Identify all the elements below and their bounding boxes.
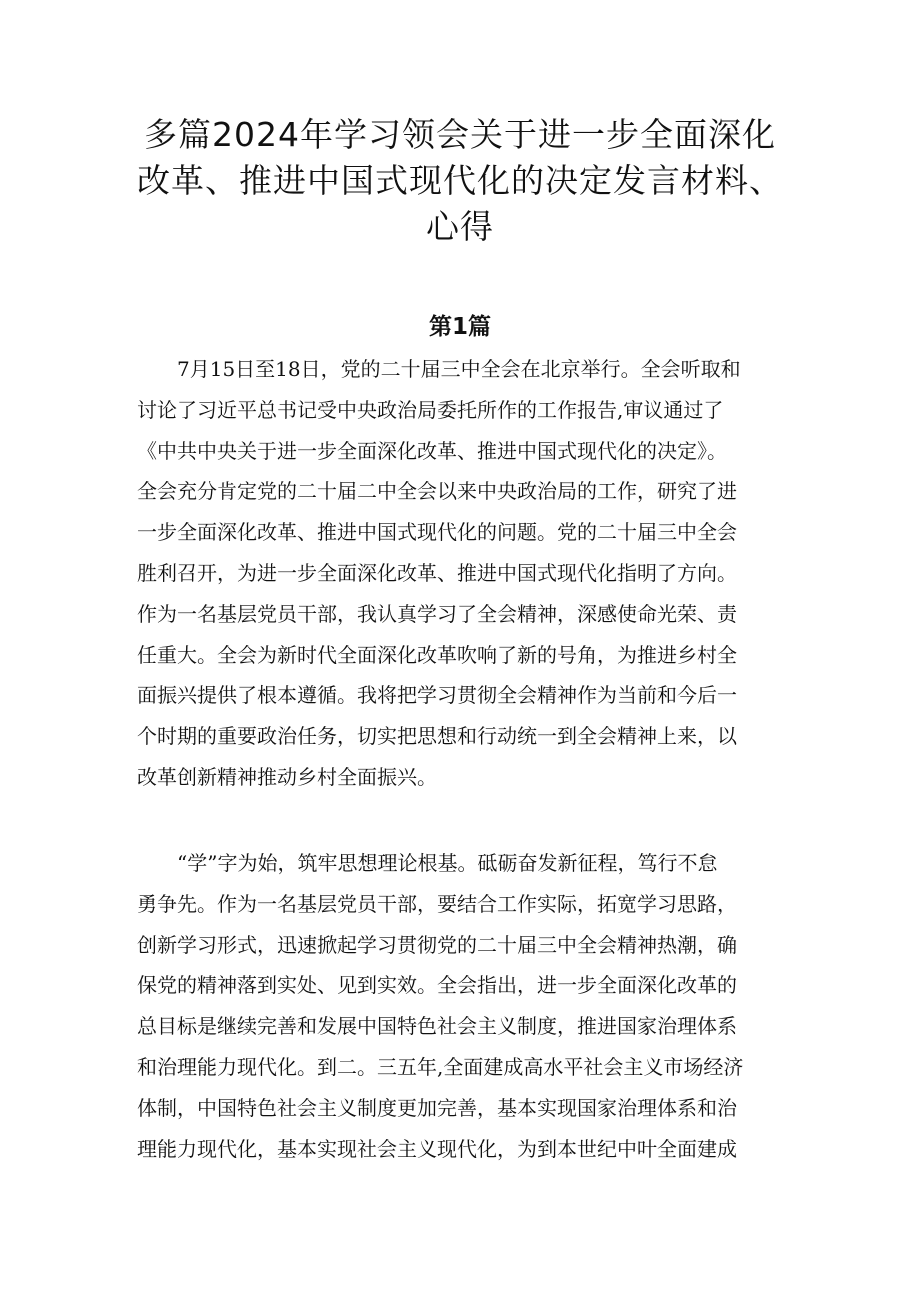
paragraph-line: “学”字为始，筑牢思想理论根基。砥砺奋发新征程，笃行不怠 (137, 851, 718, 875)
title-line: 心得 (426, 207, 494, 246)
paragraph-line: 体制，中国特色社会主义制度更加完善，基本实现国家治理体系和治 (137, 1095, 737, 1120)
paragraph-line: 一步全面深化改革、推进中国式现代化的问题。党的二十届三中全会 (137, 520, 737, 545)
paragraph-line: 个时期的重要政治任务，切实把思想和行动统一到全会精神上来，以 (137, 724, 737, 749)
paragraph-line: 《中共中央关于进一步全面深化改革、推进中国式现代化的决定》。 (137, 438, 727, 463)
paragraph-line: 任重大。全会为新时代全面深化改革吹响了新的号角，为推进乡村全 (137, 642, 737, 667)
paragraph-line: 面振兴提供了根本遵循。我将把学习贯彻全会精神作为当前和今后一 (137, 683, 737, 708)
paragraph (137, 349, 797, 798)
paragraph-line: 理能力现代化，基本实现社会主义现代化，为到本世纪中叶全面建成 (137, 1136, 737, 1161)
title-line: 改革、推进中国式现代化的决定发言材料、 (137, 161, 783, 200)
paragraph-line: 讨论了习近平总书记受中央政治局委托所作的工作报告,审议通过了 (137, 397, 724, 422)
paragraph-line: 保党的精神落到实处、见到实效。全会指出，进一步全面深化改革的 (137, 973, 737, 998)
paragraph-line: 勇争先。作为一名基层党员干部，要结合工作实际，拓宽学习思路， (137, 891, 737, 916)
section-heading: 第1篇 (428, 314, 491, 340)
paragraph-line: 全会充分肯定党的二十届二中全会以来中央政治局的工作，研究了进 (137, 479, 737, 504)
paragraph-line: 总目标是继续完善和发展中国特色社会主义制度，推进国家治理体系 (137, 1014, 737, 1039)
paragraph-line: 改革创新精神推动乡村全面振兴。 (137, 764, 437, 789)
paragraph-line: 胜利召开，为进一步全面深化改革、推进中国式现代化指明了方向。 (137, 560, 737, 585)
title-line: 多篇2024年学习领会关于进一步全面深化 (144, 115, 776, 154)
paragraph-line: 创新学习形式，迅速掀起学习贯彻党的二十届三中全会精神热潮，确 (137, 932, 737, 957)
document-title (130, 112, 790, 250)
paragraph-line: 7月15日至18日，党的二十届三中全会在北京举行。全会听取和 (137, 357, 741, 381)
paragraph (137, 843, 797, 1169)
paragraph-line: 作为一名基层党员干部，我认真学习了全会精神，深感使命光荣、责 (137, 601, 737, 626)
paragraph-line: 和治理能力现代化。到二。三五年,全面建成高水平社会主义市场经济 (137, 1054, 744, 1079)
